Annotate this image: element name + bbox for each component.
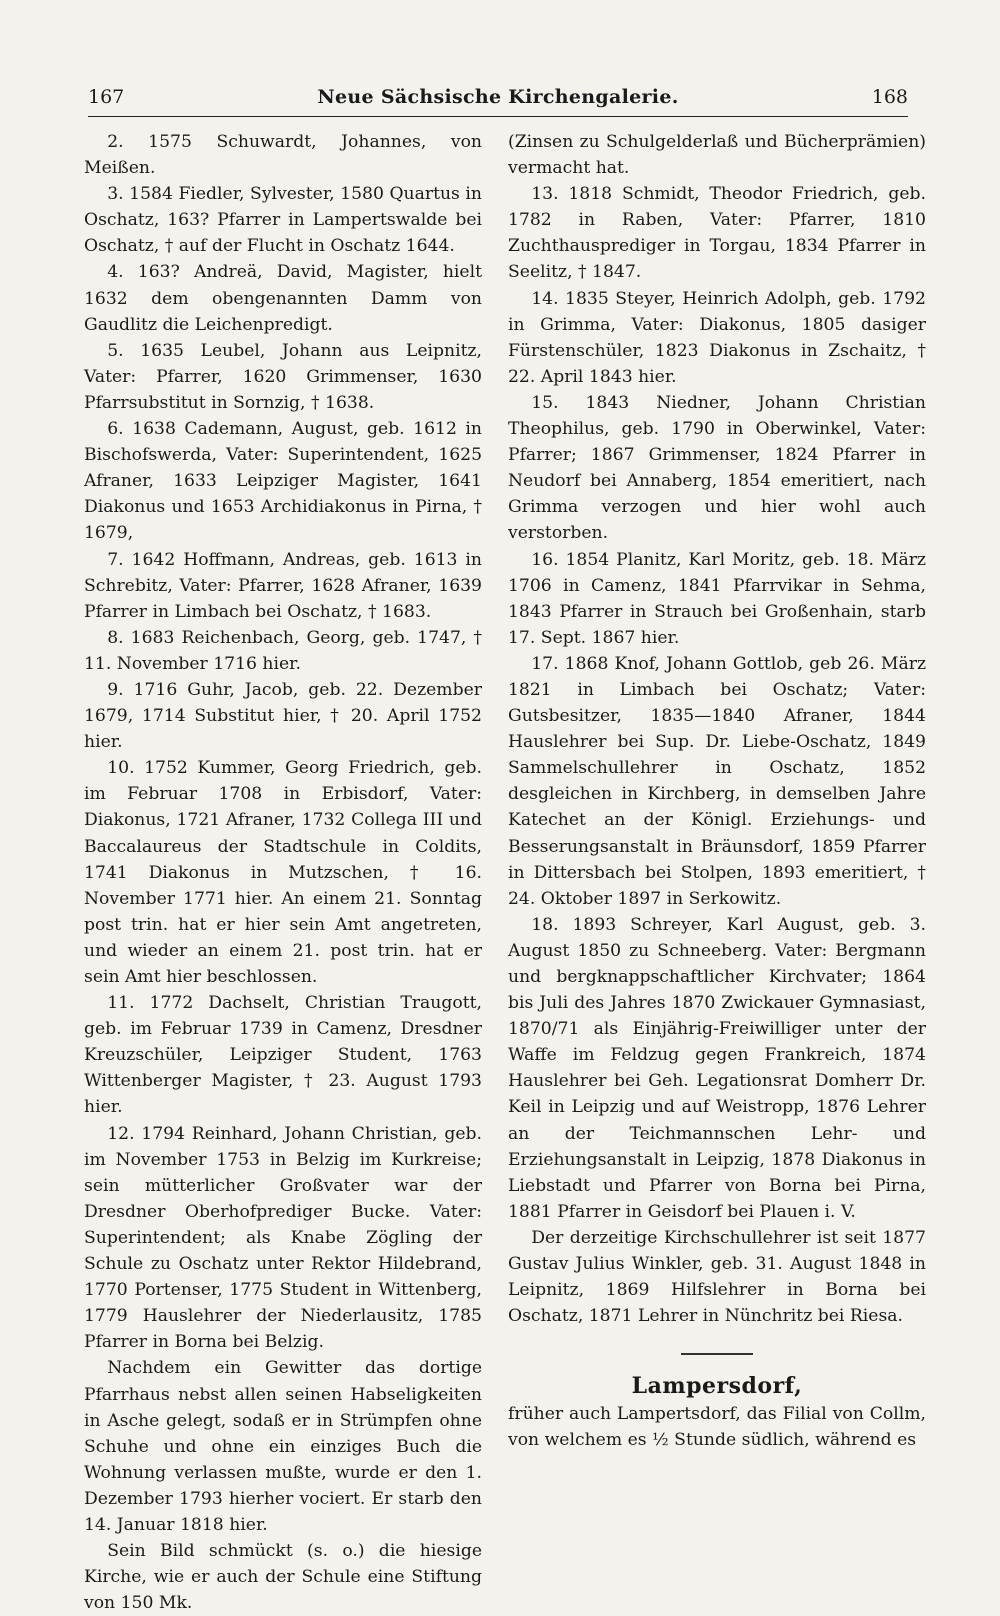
right-column xyxy=(508,129,926,1453)
paragraph: 11. 1772 Dachselt, Christian Traugott, geb. im Februar 1739 in Camenz, Dresdner Kreuzschüler, Leipziger Student, 1763 Wittenberger Magister, † 23. August 1793 hier. xyxy=(84,993,482,1118)
paragraph: 3. 1584 Fiedler, Sylvester, 1580 Quartus in Oschatz, 163? Pfarrer in Lampertswalde bei Oschatz, † auf der Flucht in Oschatz 1644. xyxy=(84,184,482,257)
paragraph: früher auch Lampertsdorf, das Filial von Collm, von welchem es ½ Stunde südlich, während es xyxy=(508,1403,926,1450)
paragraph: 17. 1868 Knof, Johann Gottlob, geb 26. März 1821 in Limbach bei Oschatz; Vater: Gutsbesitzer, 1835—1840 Afraner, 1844 Hauslehrer bei Sup. Dr. Liebe-Oschatz, 1849 Sammelschullehrer in Oschatz, 1852 desgleichen in Kirchberg, in demselben Jahre Katechet an der Königl. Erziehungs- und Besserungsanstalt in Bräunsdorf, 1859 Pfarrer in Dittersbach bei Stolpen, 1893 emeritiert, † 24. Oktober 1897 in Serkowitz. xyxy=(508,653,926,909)
paragraph: 6. 1638 Cademann, August, geb. 1612 in Bischofswerda, Vater: Superintendent, 1625 Afraner, 1633 Leipziger Magister, 1641 Diakonus und 1653 Archidiakonus in Pirna, † 1679, xyxy=(84,419,482,544)
paragraph: 7. 1642 Hoffmann, Andreas, geb. 1613 in Schrebitz, Vater: Pfarrer, 1628 Afraner, 1639 Pfarrer in Limbach bei Oschatz, † 1683. xyxy=(84,549,482,622)
paragraph: 2. 1575 Schuwardt, Johannes, von Meißen. xyxy=(84,132,482,179)
paragraph: 9. 1716 Guhr, Jacob, geb. 22. Dezember 1679, 1714 Substitut hier, † 20. April 1752 hier. xyxy=(84,679,482,753)
section-divider xyxy=(681,1353,753,1355)
paragraph: Sein Bild schmückt (s. o.) die hiesige Kirche, wie er auch der Schule eine Stiftung von 150 Mk. xyxy=(84,1541,482,1614)
page-number-right: 168 xyxy=(871,86,908,108)
paragraph: 18. 1893 Schreyer, Karl August, geb. 3. August 1850 zu Schneeberg. Vater: Bergmann und bergknappschaftlicher Kirchvater; 1864 bis Juli des Jahres 1870 Zwickauer Gymnasiast, 1870/71 als Einjährig-Freiwilliger unter der Waffe im Feldzug gegen Frankreich, 1874 Hauslehrer bei Geh. Legationsrat Domherr Dr. Keil in Leipzig und auf Weistropp, 1876 Lehrer an der Teichmannschen Lehr- und Erziehungsanstalt in Leipzig, 1878 Diakonus in Liebstadt und Pfarrer von Borna bei Pirna, 1881 Pfarrer in Geisdorf bei Plauen i. V. xyxy=(508,914,926,1222)
page-number-left: 167 xyxy=(88,86,125,108)
paragraph: Nachdem ein Gewitter das dortige Pfarrhaus nebst allen seinen Habseligkeiten in Asche gelegt, sodaß er in Strümpfen ohne Schuhe und ohne ein einziges Buch die Wohnung verlassen mußte, wurde er den 1. Dezember 1793 hierher vociert. Er starb den 14. Januar 1818 hier. xyxy=(84,1358,482,1535)
paragraph: 16. 1854 Planitz, Karl Moritz, geb. 18. März 1706 in Camenz, 1841 Pfarrvikar in Sehma, 1843 Pfarrer in Strauch bei Großenhain, starb 17. Sept. 1867 hier. xyxy=(508,549,926,648)
paragraph: 15. 1843 Niedner, Johann Christian Theophilus, geb. 1790 in Oberwinkel, Vater: Pfarrer; 1867 Grimmenser, 1824 Pfarrer in Neudorf bei Annaberg, 1854 emeritiert, nach Grimma verzogen und hier wohl auch verstorben. xyxy=(508,392,926,544)
paragraph: 5. 1635 Leubel, Johann aus Leipnitz, Vater: Pfarrer, 1620 Grimmenser, 1630 Pfarrsubstitut in Sornzig, † 1638. xyxy=(84,340,482,413)
paragraph: 10. 1752 Kummer, Georg Friedrich, geb. im Februar 1708 in Erbisdorf, Vater: Diakonus, 1721 Afraner, 1732 Collega III und Baccalaureus der Stadtschule in Coldits, 1741 Diakonus in Mutzschen, † 16. November 1771 hier. An einem 21. Sonntag post trin. hat er hier sein Amt angetreten, und wieder an einem 21. post trin. hat er sein Amt hier beschlossen. xyxy=(84,758,482,987)
running-title: Neue Sächsische Kirchengalerie. xyxy=(317,86,679,108)
paragraph: 8. 1683 Reichenbach, Georg, geb. 1747, † 11. November 1716 hier. xyxy=(84,627,482,674)
paragraph: 12. 1794 Reinhard, Johann Christian, geb. im November 1753 in Belzig im Kurkreise; sein mütterlicher Großvater war der Dresdner Oberhofprediger Bucke. Vater: Superintendent; als Knabe Zögling der Schule zu Oschatz unter Rektor Hildebrand, 1770 Portenser, 1775 Student in Wittenberg, 1779 Hauslehrer der Niederlausitz, 1785 Pfarrer in Borna bei Belzig. xyxy=(84,1123,482,1353)
running-header xyxy=(88,86,908,117)
paragraph: (Zinsen zu Schulgelderlaß und Bücherprämien) vermacht hat. xyxy=(508,132,926,179)
paragraph: 14. 1835 Steyer, Heinrich Adolph, geb. 1792 in Grimma, Vater: Diakonus, 1805 dasiger Fürstenschüler, 1823 Diakonus in Zschaitz, † 22. April 1843 hier. xyxy=(508,288,926,387)
paragraph: 4. 163? Andreä, David, Magister, hielt 1632 dem obengenannten Damm von Gaudlitz die Leichenpredigt. xyxy=(84,262,482,335)
paragraph: Der derzeitige Kirchschullehrer ist seit 1877 Gustav Julius Winkler, geb. 31. August 1848 in Leipnitz, 1869 Hilfslehrer in Borna bei Oschatz, 1871 Lehrer in Nünchritz bei Riesa. xyxy=(508,1227,926,1327)
section-heading: Lampersdorf, xyxy=(631,1372,803,1399)
left-column xyxy=(84,129,482,1616)
paragraph: 13. 1818 Schmidt, Theodor Friedrich, geb. 1782 in Raben, Vater: Pfarrer, 1810 Zuchthausprediger in Torgau, 1834 Pfarrer in Seelitz, † 1847. xyxy=(508,184,926,283)
